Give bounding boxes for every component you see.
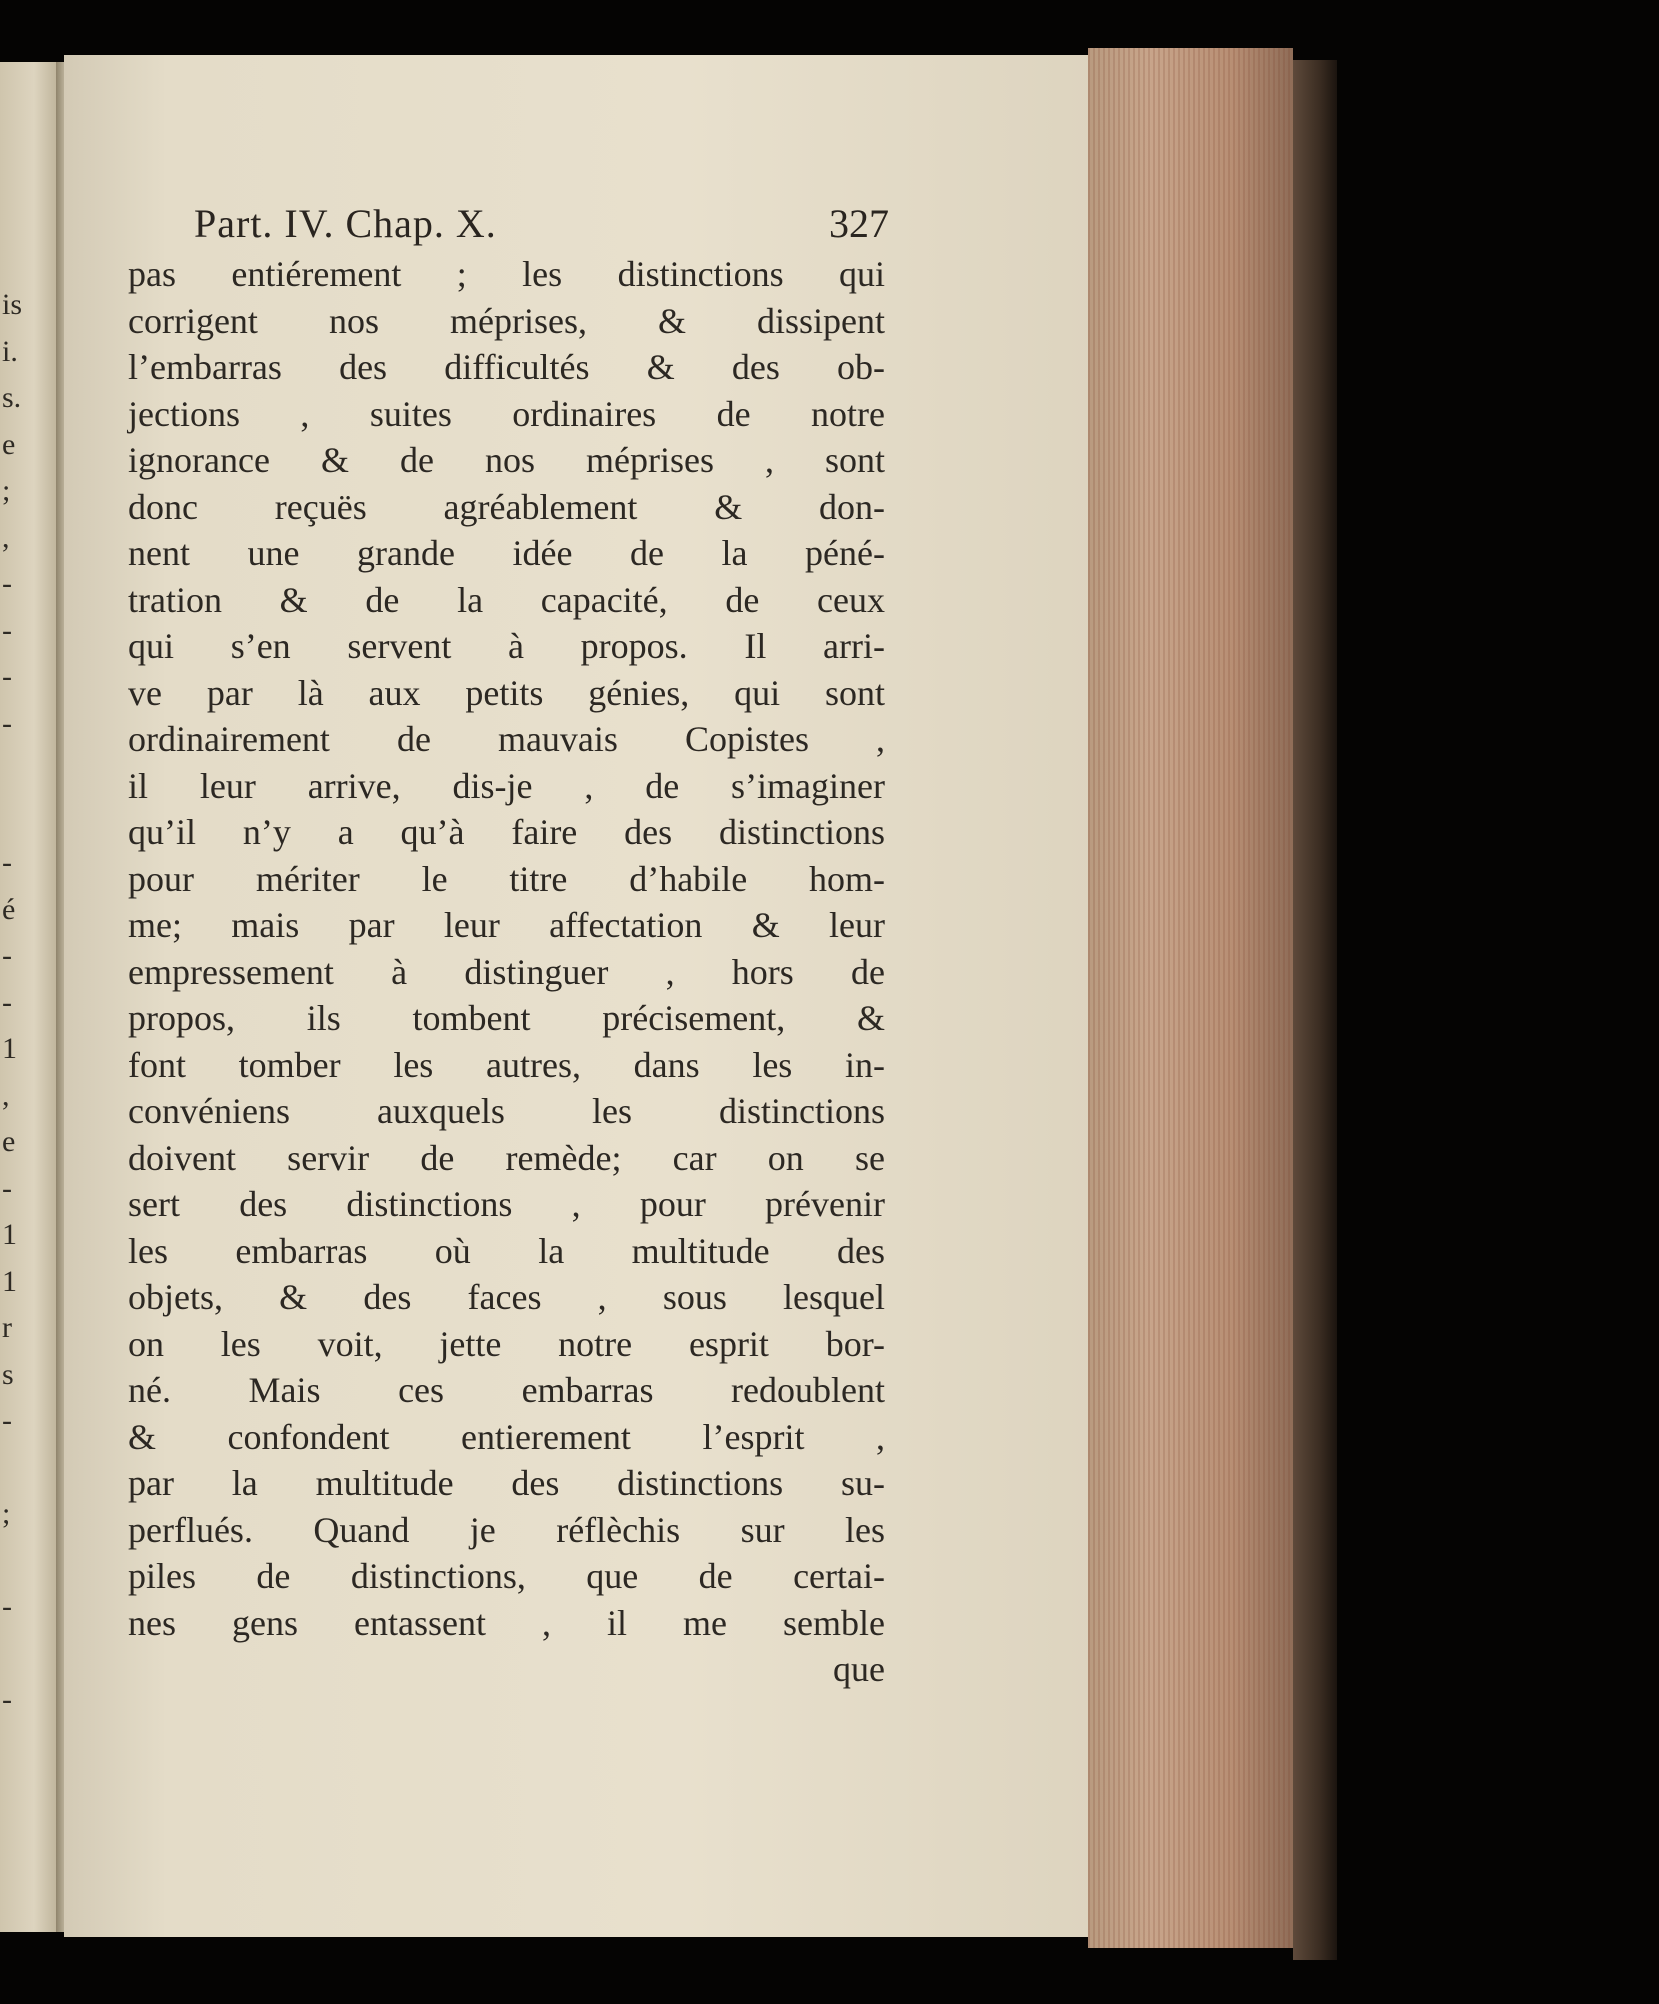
text-line: ignorance & de nos méprises , sont xyxy=(128,440,885,480)
book-binding xyxy=(1293,60,1337,1960)
facing-page-text-fragments: is i. s. e ; , - - - - - é - - 1 , e - 1 1 r s - ; - - xyxy=(2,288,23,1716)
text-line: propos, ils tombent précisement, & xyxy=(128,998,885,1038)
text-line: piles de distinctions, que de certai- xyxy=(128,1556,885,1596)
text-line: jections , suites ordinaires de notre xyxy=(128,393,885,434)
text-line: qui s’en servent à propos. Il arri- xyxy=(128,626,885,666)
text-line: on les voit, jette notre esprit bor- xyxy=(128,1323,885,1364)
text-line: objets, & des faces , sous lesquel xyxy=(128,1277,885,1317)
page-header xyxy=(194,200,889,252)
text-line: par la multitude des distinctions su- xyxy=(128,1463,885,1503)
text-line: il leur arrive, dis-je , de s’imaginer xyxy=(128,765,885,806)
text-line: tration & de la capacité, de ceux xyxy=(128,579,885,620)
text-line: pour mériter le titre d’habile hom- xyxy=(128,858,885,899)
text-line: ve par là aux petits génies, qui sont xyxy=(128,672,885,713)
book-page xyxy=(64,55,1096,1937)
text-line: donc reçuës agréablement & don- xyxy=(128,486,885,527)
text-block-fore-edge xyxy=(1088,48,1293,1948)
text-line: né. Mais ces embarras redoublent xyxy=(128,1370,885,1410)
text-line: convéniens auxquels les distinctions xyxy=(128,1091,885,1131)
text-line: sert des distinctions , pour prévenir xyxy=(128,1184,885,1224)
text-line: ordinairement de mauvais Copistes , xyxy=(128,719,885,759)
text-line: empressement à distinguer , hors de xyxy=(128,951,885,992)
text-line: corrigent nos méprises, & dissipent xyxy=(128,300,885,341)
text-line: les embarras où la multitude des xyxy=(128,1230,885,1271)
page-number: 327 xyxy=(829,201,889,246)
text-line: & confondent entierement l’esprit , xyxy=(128,1416,885,1457)
text-line: pas entiérement ; les distinctions qui xyxy=(128,254,885,294)
text-line: me; mais par leur affectation & leur xyxy=(128,905,885,945)
text-line: l’embarras des difficultés & des ob- xyxy=(128,347,885,387)
text-line: nent une grande idée de la péné- xyxy=(128,533,885,573)
text-line: font tomber les autres, dans les in- xyxy=(128,1044,885,1085)
text-line: doivent servir de remède; car on se xyxy=(128,1137,885,1178)
text-line: perflués. Quand je réflèchis sur les xyxy=(128,1509,885,1550)
text-line: nes gens entassent , il me semble xyxy=(128,1602,885,1643)
text-line: qu’il n’y a qu’à faire des distinctions xyxy=(128,812,885,852)
facing-page-edge xyxy=(0,62,62,1932)
running-head: Part. IV. Chap. X. xyxy=(194,201,497,246)
body-text xyxy=(128,251,885,1693)
catchword: que xyxy=(833,1649,885,1689)
